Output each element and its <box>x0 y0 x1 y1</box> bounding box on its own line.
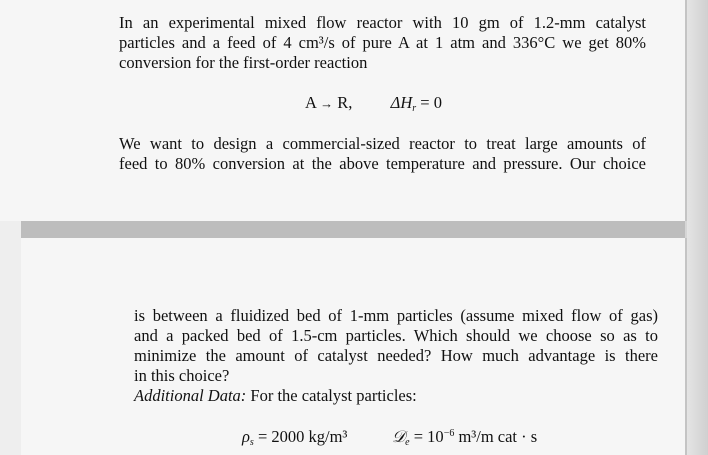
diffusivity-symbol: 𝒟 <box>392 427 406 446</box>
reaction-equation <box>305 93 442 113</box>
top-text-line-1: In an experimental mixed flow reactor with 10 gm of 1.2-mm catalyst <box>119 13 646 32</box>
top-page <box>0 0 687 221</box>
bottom-text-line-3: minimize the amount of catalyst needed? How much advantage is there <box>134 346 658 365</box>
density-symbol: ρ <box>242 427 250 446</box>
enthalpy-value: = 0 <box>420 93 442 112</box>
bottom-text-line-4: in this choice? <box>134 366 230 385</box>
top-text-line-3: conversion for the first-order reaction <box>119 53 368 72</box>
diffusivity-subscript: e <box>405 437 410 448</box>
product: R, <box>337 93 353 112</box>
right-margin <box>687 0 708 455</box>
enthalpy-symbol: ΔH <box>390 93 413 112</box>
top-text-line-4: We want to design a commercial-sized reactor to treat large amounts of <box>119 134 646 153</box>
top-text-line-5: feed to 80% conversion at the above temperature and pressure. Our choice <box>119 154 646 173</box>
bottom-page <box>21 238 687 455</box>
reaction-arrow: → <box>320 96 334 111</box>
page-gap <box>21 221 685 238</box>
density-value: = 2000 kg/m³ <box>257 427 348 446</box>
diffusivity-equals: = 10 <box>413 427 444 446</box>
bottom-text-line-1: is between a fluidized bed of 1-mm particles (assume mixed flow of gas) <box>134 306 658 325</box>
additional-data-label: Additional Data: <box>134 386 247 405</box>
bottom-text-line-2: and a packed bed of 1.5-cm particles. Which should we choose so as to <box>134 326 658 345</box>
additional-data-text: For the catalyst particles: <box>250 386 417 405</box>
diffusivity-equation <box>392 427 537 447</box>
reactant: A <box>305 93 317 112</box>
diffusivity-exponent: −6 <box>443 428 455 439</box>
top-text-line-2: particles and a feed of 4 cm³/s of pure A at 1 atm and 336°C we get 80% <box>119 33 646 52</box>
density-equation <box>242 427 347 447</box>
density-subscript: s <box>249 437 254 448</box>
enthalpy-subscript: r <box>412 103 417 114</box>
diffusivity-unit: m³/m cat · s <box>458 427 538 446</box>
additional-data-line <box>134 386 417 406</box>
